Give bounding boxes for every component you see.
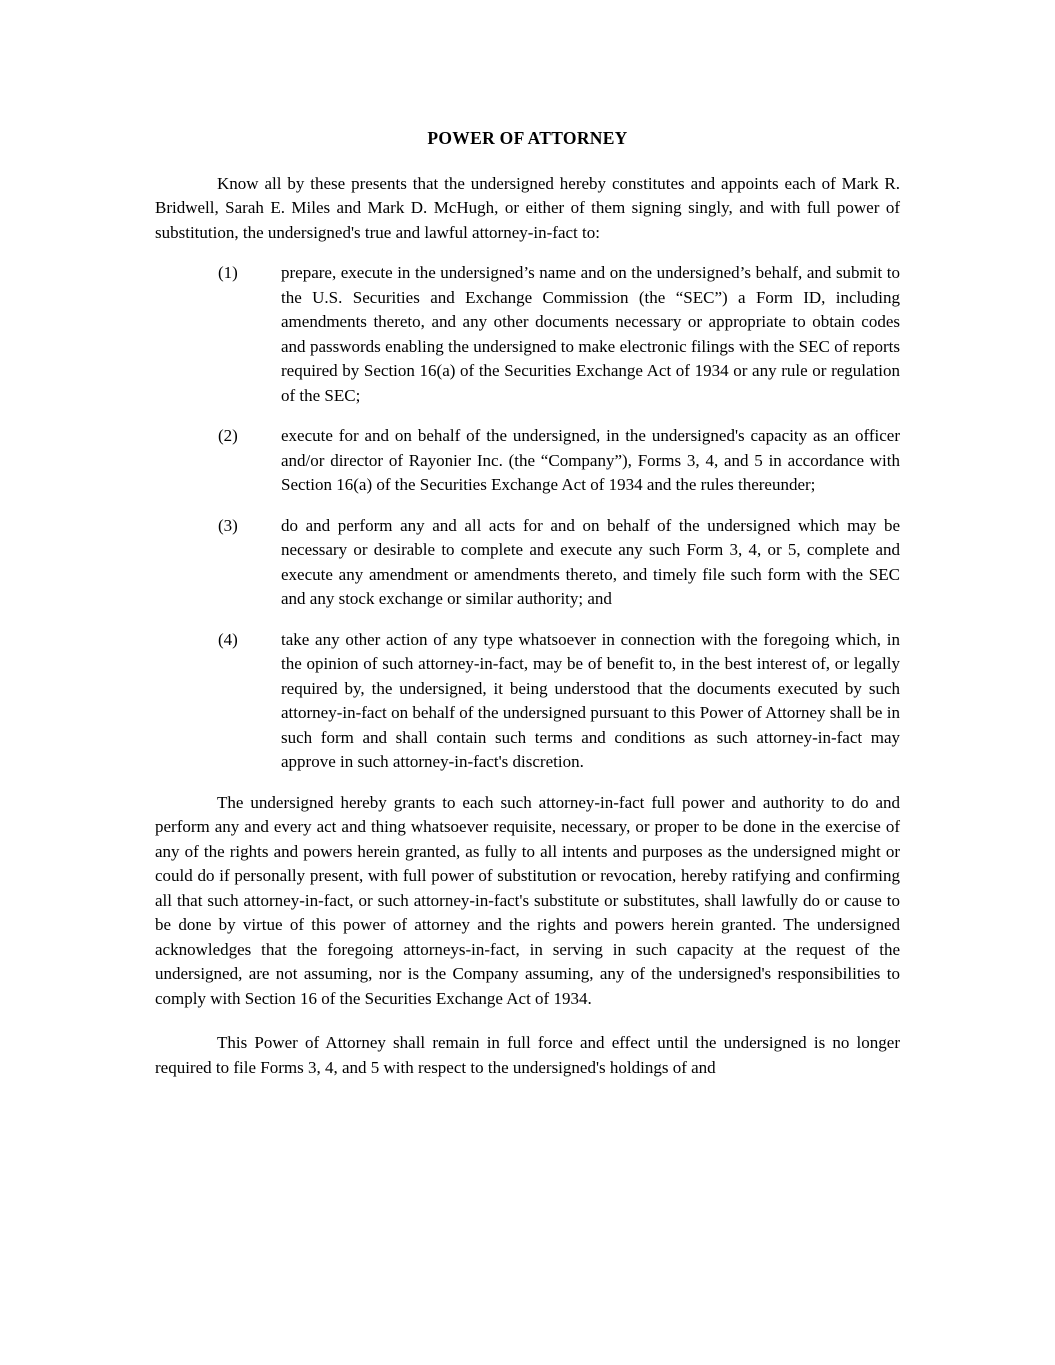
document-title: POWER OF ATTORNEY xyxy=(427,128,628,148)
item-number: (4) xyxy=(218,629,238,649)
numbered-list xyxy=(155,261,900,775)
list-item-4 xyxy=(155,628,900,775)
item-number: (1) xyxy=(218,263,238,282)
duration-paragraph: This Power of Attorney shall remain in full force and effect until the undersigned is no longer required to file Forms 3, 4, and 5 with respect to the undersigned's holdings of and xyxy=(155,1033,900,1077)
item-number: (3) xyxy=(218,515,238,535)
item-text: take any other action of any type whatsoever in connection with the foregoing which, in the opinion of such attorney-in-fact, may be of benefit to, in the best interest of, or legally required by, the undersigned, it being understood that the documents executed by such attorney-in-fact on behalf of the undersigned pursuant to this Power of Attorney shall be in such form and shall contain such terms and conditions as such attorney-in-fact may approve in such attorney-in-fact's discretion. xyxy=(281,629,900,771)
list-item-3 xyxy=(155,514,900,612)
item-number: (2) xyxy=(218,426,238,445)
list-item-2 xyxy=(155,424,900,498)
list-item-1 xyxy=(155,261,900,408)
intro-paragraph: Know all by these presents that the undersigned hereby constitutes and appoints each of Mark R. Bridwell, Sarah E. Miles and Mark D. McHugh, or either of them signing singly, and with full power of substitution, the undersigned's true and lawful attorney-in-fact to: xyxy=(155,173,900,242)
item-text: execute for and on behalf of the undersigned, in the undersigned's capacity as an officer and/or director of Rayonier Inc. (the “Company”), Forms 3, 4, and 5 in accordance with Section 16(a) of the Securities Exchange Act of 1934 and the rules thereunder; xyxy=(281,426,900,494)
item-text: do and perform any and all acts for and on behalf of the undersigned which may be necessary or desirable to complete and execute any such Form 3, 4, or 5, complete and execute any amendment or amendments thereto, and timely file such form with the SEC and any stock exchange or similar authority; and xyxy=(281,515,900,608)
item-text: prepare, execute in the undersigned’s name and on the undersigned’s behalf, and submit to the U.S. Securities and Exchange Commission (the “SEC”) a Form ID, including amendments thereto, and any other documents necessary or appropriate to obtain codes and passwords enabling the undersigned to make electronic filings with the SEC of reports required by Section 16(a) of the Securities Exchange Act of 1934 or any rule or regulation of the SEC; xyxy=(281,263,900,405)
grant-paragraph: The undersigned hereby grants to each such attorney-in-fact full power and authority to do and perform any and every act and thing whatsoever requisite, necessary, or proper to be done in the exercise of any of the rights and powers herein granted, as fully to all intents and purposes as the undersigned might or could do if personally present, with full power of substitution or revocation, hereby ratifying and confirming all that such attorney-in-fact, or such attorney-in-fact's substitute or substitutes, shall lawfully do or cause to be done by virtue of this power of attorney and the rights and powers herein granted. The undersigned acknowledges that the foregoing attorneys-in-fact, in serving in such capacity at the request of the undersigned, are not assuming, nor is the Company assuming, any of the undersigned's responsibilities to comply with Section 16 of the Securities Exchange Act of 1934. xyxy=(155,792,900,1008)
